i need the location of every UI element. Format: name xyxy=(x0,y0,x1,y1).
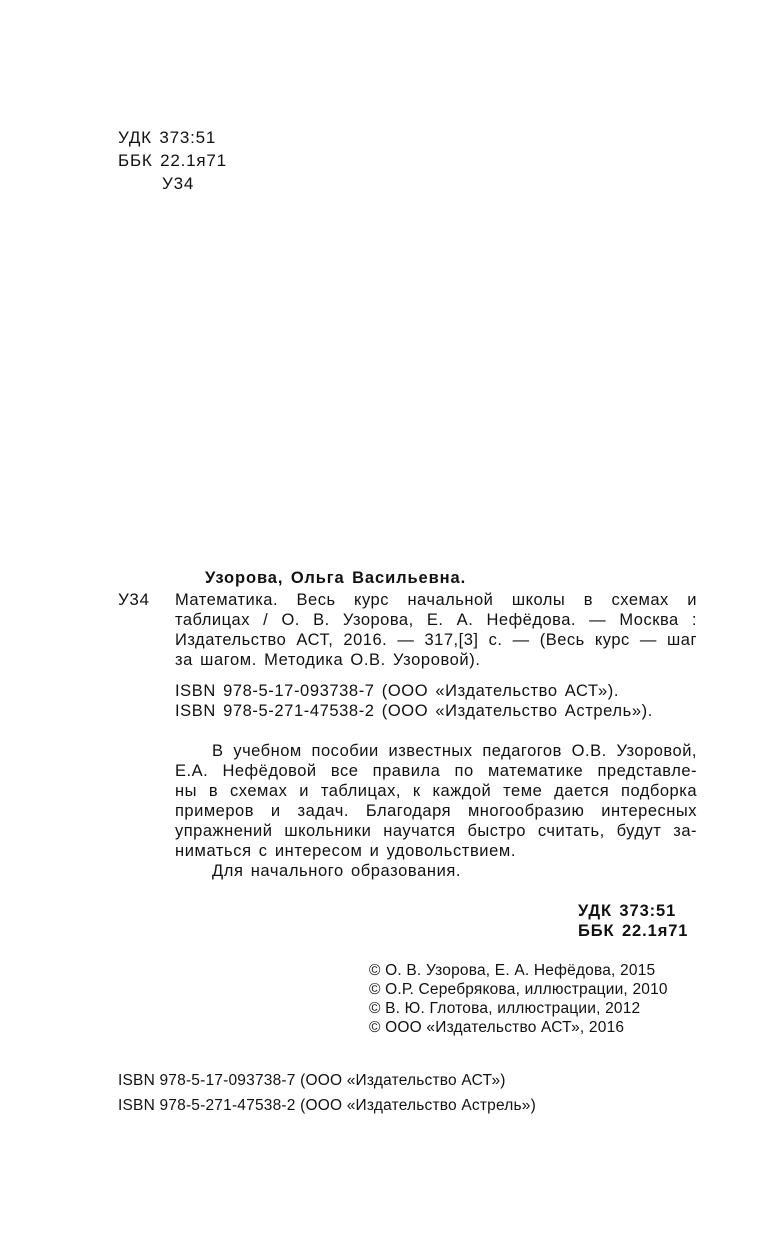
copyright-line: © О.Р. Серебрякова, иллюстрации, 2010 xyxy=(369,981,668,998)
copyright-line: © В. Ю. Глотова, иллюстрации, 2012 xyxy=(369,1000,641,1017)
catalog-isbn: ISBN 978-5-271-47538-2 (ООО «Издательство Астрель»). xyxy=(175,702,653,720)
bbk-code: ББК 22.1я71 xyxy=(118,151,227,170)
catalog-title-line: таблицах / О. В. Узорова, Е. А. Нефёдова. — Москва : xyxy=(175,611,697,629)
author-mark: У34 xyxy=(162,174,195,193)
catalog-mark: У34 xyxy=(118,590,150,609)
catalog-author: Узорова, Ольга Васильевна. xyxy=(205,569,467,587)
udk-code-bold: УДК 373:51 xyxy=(578,902,677,920)
annotation-line: ниматься с интересом и удовольствием. xyxy=(175,842,517,860)
annotation-line: примеров и задач. Благодаря многообразию интересных xyxy=(175,802,697,820)
catalog-isbn: ISBN 978-5-17-093738-7 (ООО «Издательство АСТ»). xyxy=(175,682,620,700)
annotation-line: Е.А. Нефёдовой все правила по математике представле- xyxy=(175,762,697,780)
annotation-line: В учебном пособии известных педагогов О.В. Узоровой, xyxy=(212,742,697,760)
audience-note: Для начального образования. xyxy=(212,862,462,880)
bbk-code-bold: ББК 22.1я71 xyxy=(578,922,689,940)
catalog-title-line: за шагом. Методика О.В. Узоровой). xyxy=(175,651,481,669)
footer-isbn: ISBN 978-5-17-093738-7 (ООО «Издательство АСТ») xyxy=(118,1072,506,1089)
footer-isbn: ISBN 978-5-271-47538-2 (ООО «Издательство Астрель») xyxy=(118,1097,536,1114)
catalog-title-line: Математика. Весь курс начальной школы в схемах и xyxy=(175,591,697,609)
udk-code: УДК 373:51 xyxy=(118,128,217,147)
catalog-title-line: Издательство АСТ, 2016. — 317,[3] с. — (Весь курс — шаг xyxy=(175,631,697,649)
copyright-line: © ООО «Издательство АСТ», 2016 xyxy=(369,1019,625,1036)
annotation-line: ны в схемах и таблицах, к каждой теме дается подборка xyxy=(175,782,697,800)
copyright-line: © О. В. Узорова, Е. А. Нефёдова, 2015 xyxy=(369,962,656,979)
annotation-line: упражнений школьники научатся быстро считать, будут за- xyxy=(175,822,697,840)
